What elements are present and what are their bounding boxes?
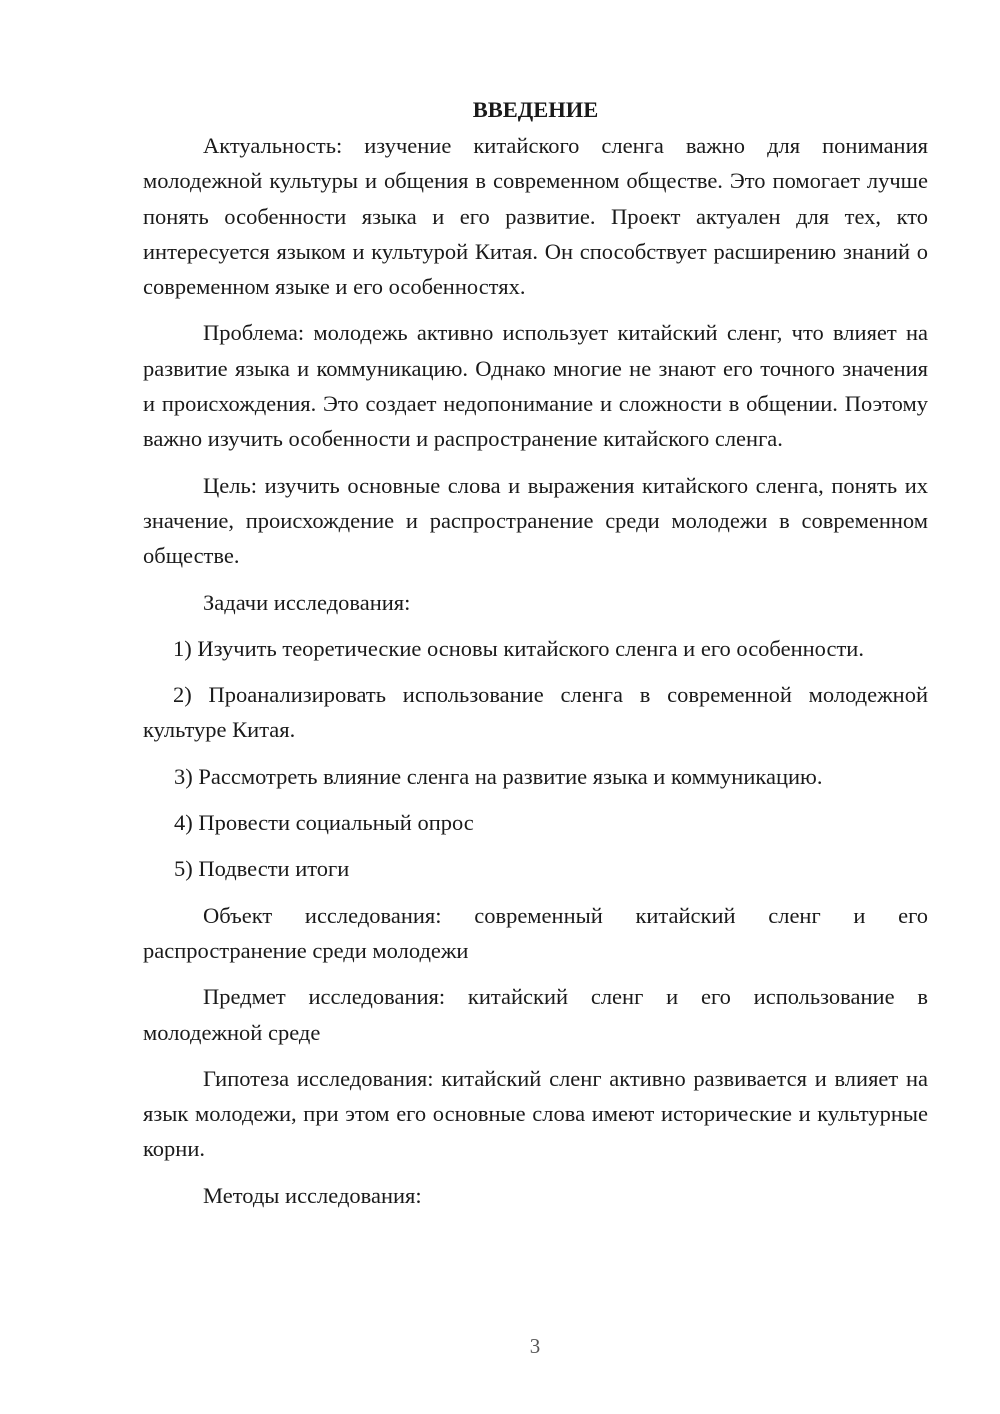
tasks-heading: Задачи исследования: [203,589,411,615]
document-page [143,92,928,1224]
problem-paragraph: Проблема: молодежь активно использует китайский сленг, что влияет на развитие языка и коммуникацию. Однако многие не знают его точного значения и происхождения. Это создает недопонимание и сложности в общении. Поэтому важно изучить особенности и распространение китайского сленга. [143,320,928,452]
page-title: ВВЕДЕНИЕ [472,97,599,122]
task-item-1: 1) Изучить теоретические основы китайского сленга и его особенности. [173,635,864,661]
hypothesis-paragraph: Гипотеза исследования: китайский сленг активно развивается и влияет на язык молодежи, при этом его основные слова имеют исторические и культурные корни. [143,1065,928,1162]
page-number: 3 [529,1334,541,1358]
relevance-paragraph: Актуальность: изучение китайского сленга важно для понимания молодежной культуры и общения в современном обществе. Это помогает лучше понять особенности языка и его развитие. Проект актуален для тех, кто интересуется языком и культурой Китая. Он способствует расширению знаний о современном языке и его особенностях. [143,133,928,300]
task-item-5: 5) Подвести итоги [174,856,350,882]
task-item-4: 4) Провести социальный опрос [174,810,474,836]
methods-heading: Методы исследования: [203,1182,422,1208]
goal-paragraph: Цель: изучить основные слова и выражения китайского сленга, понять их значение, происхождение и распространение среди молодежи в современном обществе. [143,472,928,569]
task-item-3: 3) Рассмотреть влияние сленга на развитие языка и коммуникацию. [174,763,823,789]
task-item-2: 2) Проанализировать использование сленга в современной молодежной культуре Китая. [143,682,928,743]
object-paragraph: Объект исследования: современный китайский сленг и его распространение среди молодежи [143,902,928,963]
subject-paragraph: Предмет исследования: китайский сленг и его использование в молодежной среде [143,984,928,1045]
